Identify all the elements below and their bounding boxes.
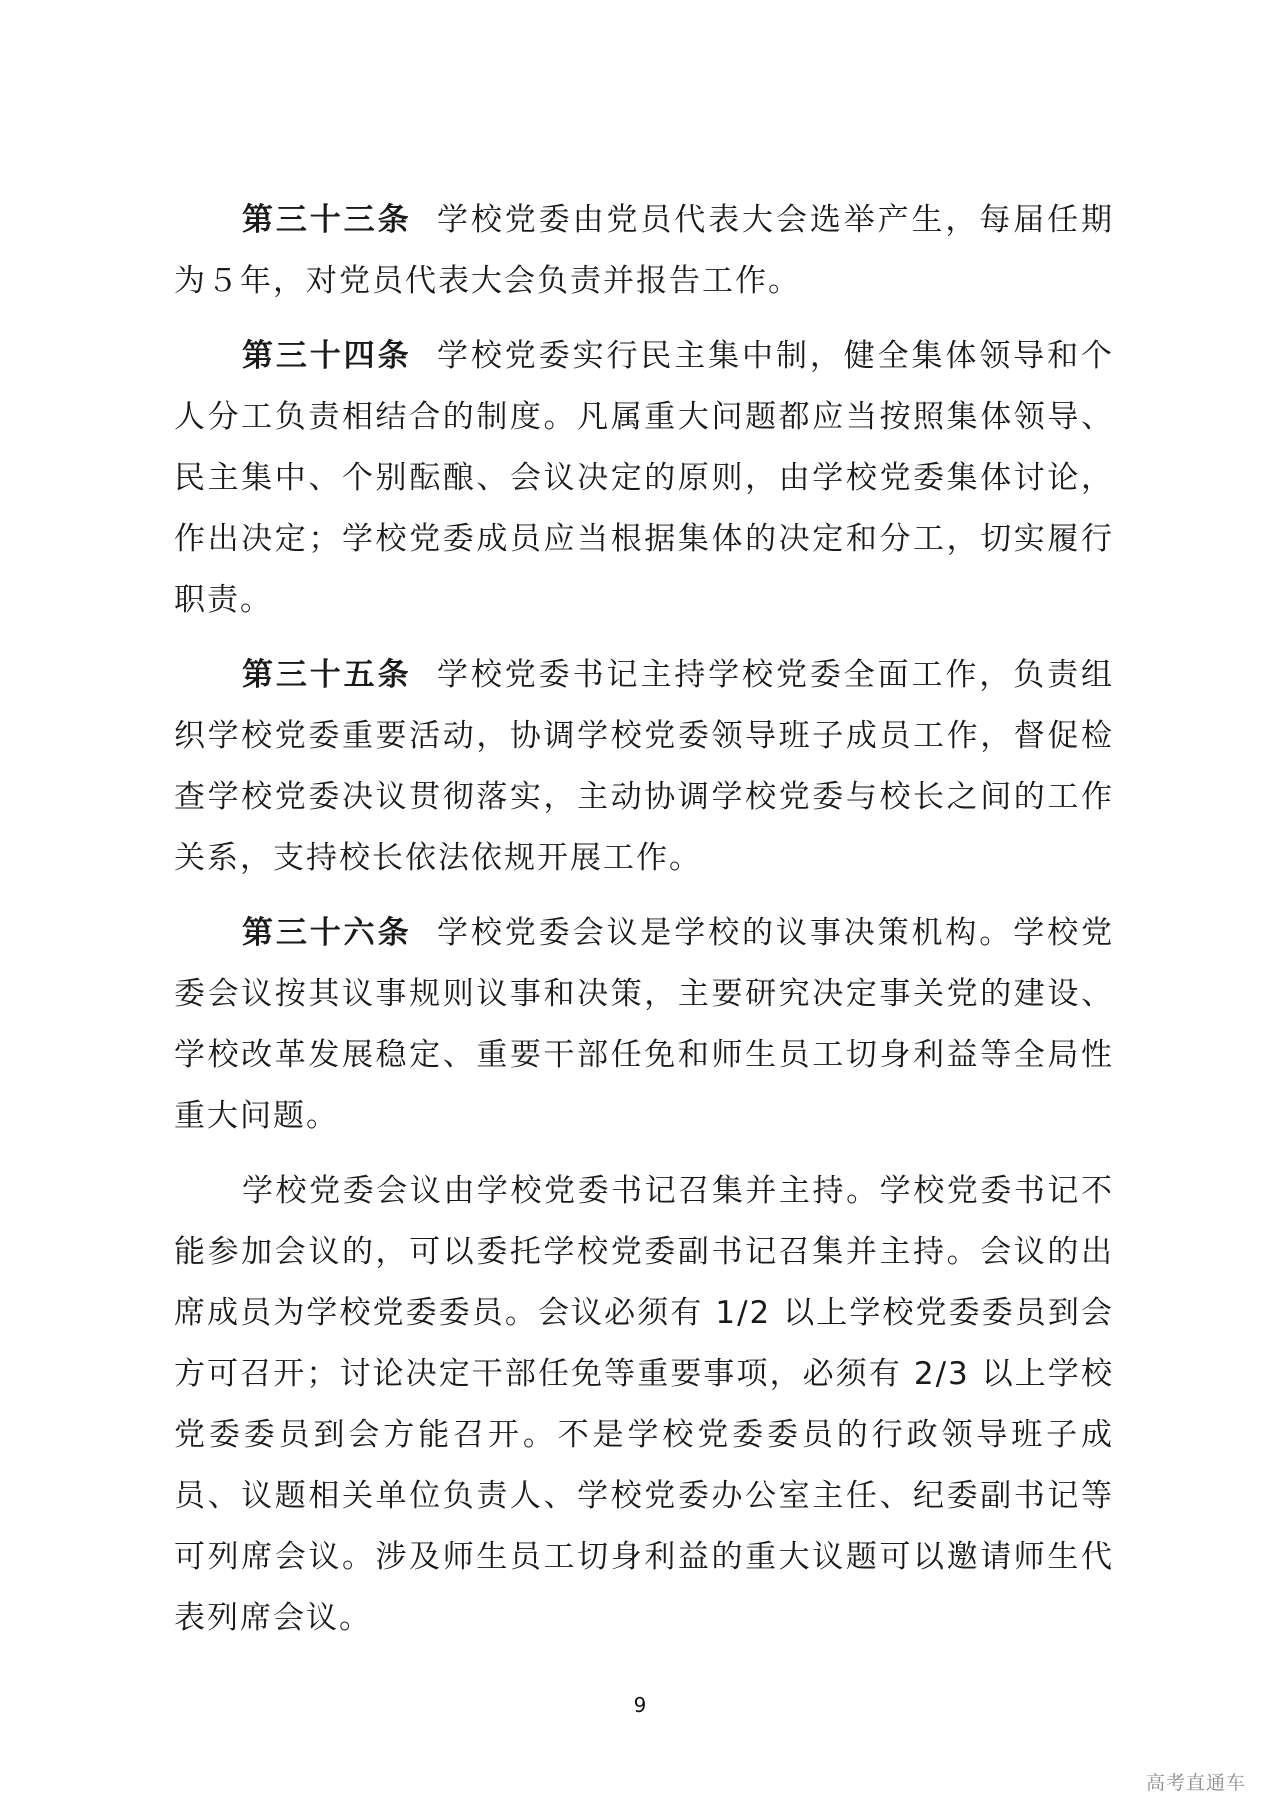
article-36-text: 学校党委会议是学校的议事决策机构。学校党委会议按其议事规则议事和决策，主要研究决定事关党的建设、学校改革发展稳定、重要干部任免和师生员工切身利益等全局性重大问题。 (174, 915, 1114, 1134)
article-36-heading: 第三十六条 (242, 915, 412, 951)
article-33-heading: 第三十三条 (242, 202, 412, 238)
article-34-heading: 第三十四条 (242, 338, 412, 374)
article-36-continuation-paragraph (174, 1161, 1114, 1649)
article-36-continuation-text: 学校党委会议由学校党委书记召集并主持。学校党委书记不能参加会议的，可以委托学校党委副书记召集并主持。会议的出席成员为学校党委委员。会议必须有 1/2 以上学校党委委员到会方可召开；讨论决定干部任免等重要事项，必须有 2/3 以上学校党委委员到会方能召开。不是学校党委委员的行政领导班子成员、议题相关单位负责人、学校党委办公室主任、纪委副书记等可列席会议。涉及师生员工切身利益的重大议题可以邀请师生代表列席会议。 (174, 1173, 1114, 1636)
article-34-text: 学校党委实行民主集中制，健全集体领导和个人分工负责相结合的制度。凡属重大问题都应当按照集体领导、民主集中、个别酝酿、会议决定的原则，由学校党委集体讨论，作出决定；学校党委成员应当根据集体的决定和分工，切实履行职责。 (174, 338, 1114, 618)
article-35-paragraph (174, 645, 1114, 889)
article-36-paragraph (174, 903, 1114, 1147)
document-body (174, 190, 1114, 1663)
article-34-paragraph (174, 326, 1114, 631)
article-35-heading: 第三十五条 (242, 657, 412, 693)
page-number: 9 (633, 1693, 647, 1717)
article-35-text: 学校党委书记主持学校党委全面工作，负责组织学校党委重要活动，协调学校党委领导班子成员工作，督促检查学校党委决议贯彻落实，主动协调学校党委与校长之间的工作关系，支持校长依法依规开展工作。 (174, 657, 1114, 876)
article-33-paragraph (174, 190, 1114, 312)
watermark-text: 高考直通车 (1145, 1772, 1246, 1794)
article-33-text: 学校党委由党员代表大会选举产生，每届任期为５年，对党员代表大会负责并报告工作。 (174, 202, 1114, 299)
